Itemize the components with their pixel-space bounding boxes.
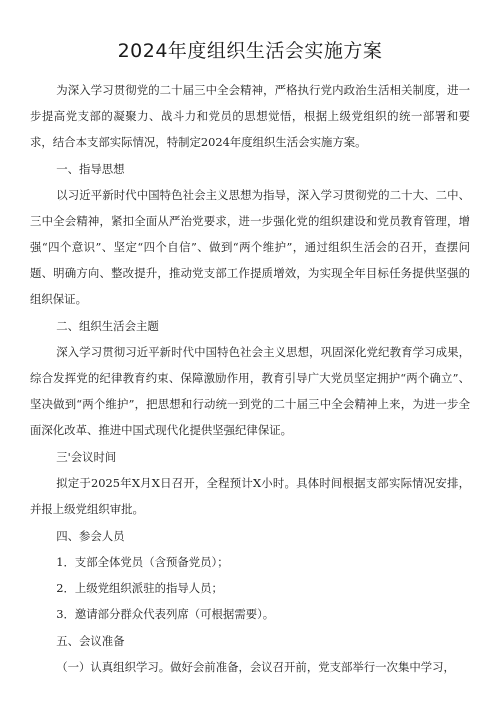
attendee-item: 3．邀请部分群众代表列席（可根据需要）。 — [56, 607, 275, 621]
document-title: 2024年度组织生活会实施方案 — [117, 40, 383, 62]
attendee-item: 2．上级党组织派驻的指导人员； — [56, 581, 223, 595]
intro-paragraph: 为深入学习贯彻党的二十届三中全会精神，严格执行党内政治生活相关制度，进一步提高党支部的凝聚力、战斗力和党员的思想觉悟，根据上级党组织的统一部署和要求，结合本支部实际情况，特制定2024年度组织生活会实施方案。 — [30, 83, 470, 149]
section-heading-meeting-time: 三'会议时间 — [56, 450, 117, 464]
section-heading-guiding-thought: 一、指导思想 — [56, 162, 125, 176]
section-body-guiding-thought: 以习近平新时代中国特色社会主义思想为指导，深入学习贯彻党的二十大、二中、三中全会精神，紧扣全面从严治党要求，进一步强化党的组织建设和党员教育管理，增强“四个意识”、坚定“四个自信”、做到“两个维护”，通过组织生活会的召开，查摆问题、明确方向、整改提升，推动党支部工作提质增效，为实现全年目标任务提供坚强的组织保证。 — [30, 188, 470, 306]
section-heading-theme: 二、组织生活会主题 — [56, 319, 159, 333]
section-heading-attendees: 四、参会人员 — [56, 529, 125, 543]
section-body-meeting-time: 拟定于2025年X月X日召开，全程预计X小时。具体时间根据支部实际情况安排，并报上级党组织审批。 — [30, 476, 470, 516]
section-heading-preparation: 五、会议准备 — [56, 634, 125, 648]
section-body-preparation: （一）认真组织学习。做好会前准备，会议召开前，党支部举行一次集中学习， — [56, 660, 455, 674]
section-body-theme: 深入学习贯彻习近平新时代中国特色社会主义思想，巩固深化党纪教育学习成果，综合发挥党的纪律教育约束、保障激励作用，教育引导广大党员坚定拥护“两个确立”、坚决做到“两个维护”，把思想和行动统一到党的二十届三中全会精神上来，为进一步全面深化改革、推进中国式现代化提供坚强纪律保证。 — [30, 345, 470, 437]
attendee-item: 1．支部全体党员（含预备党员）； — [56, 555, 229, 569]
